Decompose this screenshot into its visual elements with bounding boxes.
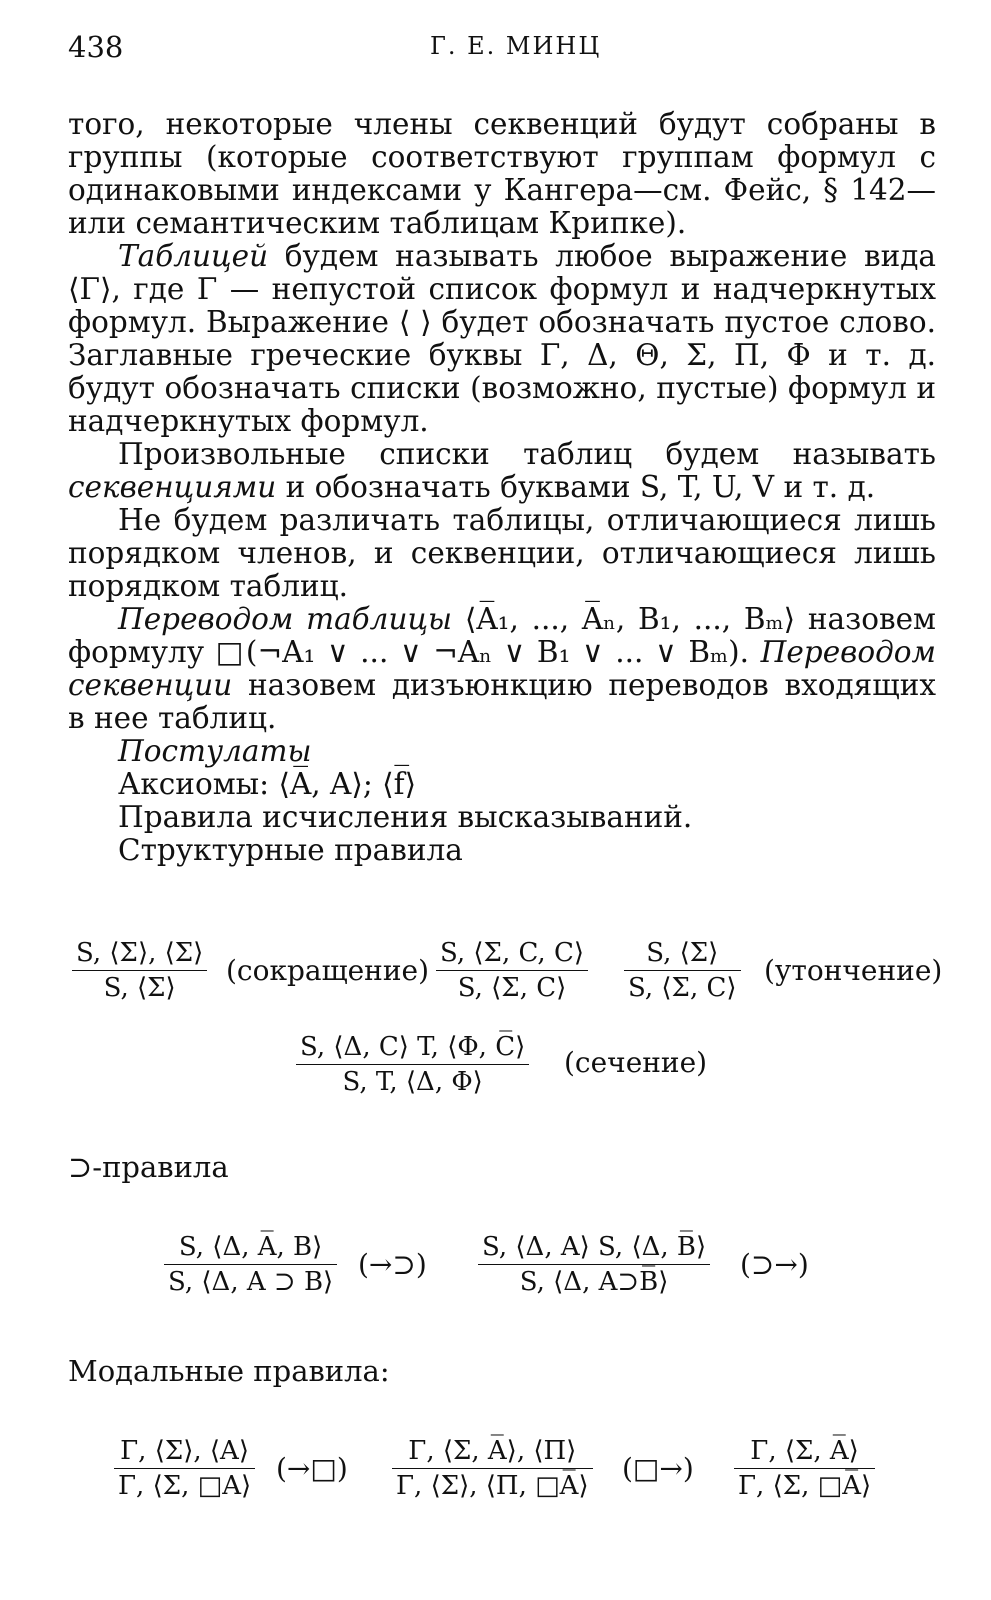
rule-denominator: S, ⟨Δ, A⊃B̅̅⟩	[519, 1267, 669, 1297]
rule-numerator: S, ⟨Δ, A̅, B⟩	[178, 1232, 323, 1262]
term-table: Таблицей	[118, 239, 269, 273]
postulates-label: Постулаты	[118, 734, 312, 768]
label-refinement: (утончение)	[764, 954, 943, 987]
fraction-bar	[478, 1264, 710, 1265]
page-number: 438	[68, 30, 124, 64]
rule-denominator: S, ⟨Δ, A ⊃ B⟩	[168, 1267, 334, 1297]
fraction-bar	[296, 1064, 529, 1065]
modal-rules-heading: Модальные правила:	[68, 1354, 390, 1388]
rule-denominator: Γ, ⟨Σ⟩, ⟨Π, □A̅⟩	[396, 1471, 589, 1501]
rule-numerator: Γ, ⟨Σ, A̅⟩, ⟨Π⟩	[408, 1436, 577, 1466]
fraction-bar	[72, 970, 207, 971]
paragraph-4: Не будем различать таблицы, отличающиеся лишь порядком членов, и секвенции, отличающиеся лишь порядком таблиц.	[68, 503, 936, 603]
label-contraction: (сокращение)	[226, 954, 429, 987]
label-impl-left: (⊃→)	[740, 1248, 809, 1281]
axioms-line: Аксиомы: ⟨A̅, A⟩; ⟨f̅⟩	[118, 767, 417, 801]
rule-denominator: S, ⟨Σ, C⟩	[628, 973, 737, 1003]
rule-numerator: S, ⟨Δ, A⟩ S, ⟨Δ, B̅⟩	[482, 1232, 707, 1262]
rule-numerator: S, ⟨Δ, C⟩ T, ⟨Φ, C̅⟩	[300, 1032, 526, 1062]
rule-numerator: S, ⟨Σ⟩	[646, 938, 719, 968]
rule-numerator: S, ⟨Σ⟩, ⟨Σ⟩	[76, 938, 204, 968]
fraction-bar	[164, 1264, 337, 1265]
label-cut: (сечение)	[564, 1046, 708, 1079]
rule-box-right	[114, 1436, 255, 1501]
rule-cut	[296, 1032, 529, 1097]
paragraph-5-a: ⟨A̅₁, ..., A̅ₙ, B₁, ..., Bₘ⟩ назовем формулу □(¬A₁ ∨ ... ∨ ¬Aₙ ∨ B₁ ∨ ... ∨ Bₘ).	[68, 602, 936, 669]
rule-refinement	[624, 938, 741, 1003]
fraction-bar	[114, 1468, 255, 1469]
label-impl-right: (→⊃)	[358, 1248, 427, 1281]
paragraph-1: того, некоторые члены секвенций будут собраны в группы (которые соответствуют группам формул с одинаковыми индексами у Кангера—см. Фейс, § 142—или семантическим таблицам Крипке).	[68, 107, 936, 240]
rule-contraction-2	[436, 938, 588, 1003]
rule-denominator: S, ⟨Σ⟩	[103, 973, 176, 1003]
rule-numerator: S, ⟨Σ, C, C⟩	[440, 938, 585, 968]
rule-numerator: Γ, ⟨Σ, A̅⟩	[750, 1436, 859, 1466]
fraction-bar	[392, 1468, 593, 1469]
running-head: Г. Е. МИНЦ	[430, 32, 602, 60]
label-box-right: (→□)	[276, 1452, 348, 1485]
rule-impl-right	[164, 1232, 337, 1297]
impl-rules-heading: ⊃-правила	[68, 1150, 229, 1184]
rule-denominator: Γ, ⟨Σ, □A̅⟩	[738, 1471, 872, 1501]
rule-box-left-2	[734, 1436, 875, 1501]
term-sequent: секвенциями	[68, 470, 277, 504]
label-box-left: (□→)	[622, 1452, 694, 1485]
rule-box-left	[392, 1436, 593, 1501]
rule-denominator: Γ, ⟨Σ, □A⟩	[118, 1471, 252, 1501]
fraction-bar	[734, 1468, 875, 1469]
paragraph-3-b: и обозначать буквами S, T, U, V и т. д.	[276, 470, 876, 504]
paragraph-3-a: Произвольные списки таблиц будем называть	[118, 437, 936, 471]
rule-impl-left	[478, 1232, 710, 1297]
prop-rules-line: Правила исчисления высказываний.	[118, 800, 693, 834]
term-sequent-translation: Переводом секвенции	[68, 635, 936, 702]
term-table-translation: Переводом таблицы	[118, 602, 453, 636]
rule-denominator: S, ⟨Σ, C⟩	[457, 973, 567, 1003]
rule-contraction-1	[72, 938, 207, 1003]
rule-denominator: S, T, ⟨Δ, Φ⟩	[342, 1067, 483, 1097]
fraction-bar	[624, 970, 741, 971]
paragraph-5-b: назовем дизъюнкцию переводов входящих в нее таблиц.	[68, 668, 936, 735]
fraction-bar	[436, 970, 588, 971]
struct-rules-line: Структурные правила	[118, 833, 463, 867]
paragraph-2-rest: будем называть любое выражение вида ⟨Γ⟩, где Γ — непустой список формул и надчеркнутых формул. Выражение ⟨ ⟩ будет обозначать пустое слово. Заглавные греческие буквы Γ, Δ, Θ, Σ, Π, Φ и т. д. будут обозначать списки (возможно, пустые) формул и надчеркнутых формул.	[68, 239, 936, 438]
rule-numerator: Γ, ⟨Σ⟩, ⟨A⟩	[120, 1436, 249, 1466]
